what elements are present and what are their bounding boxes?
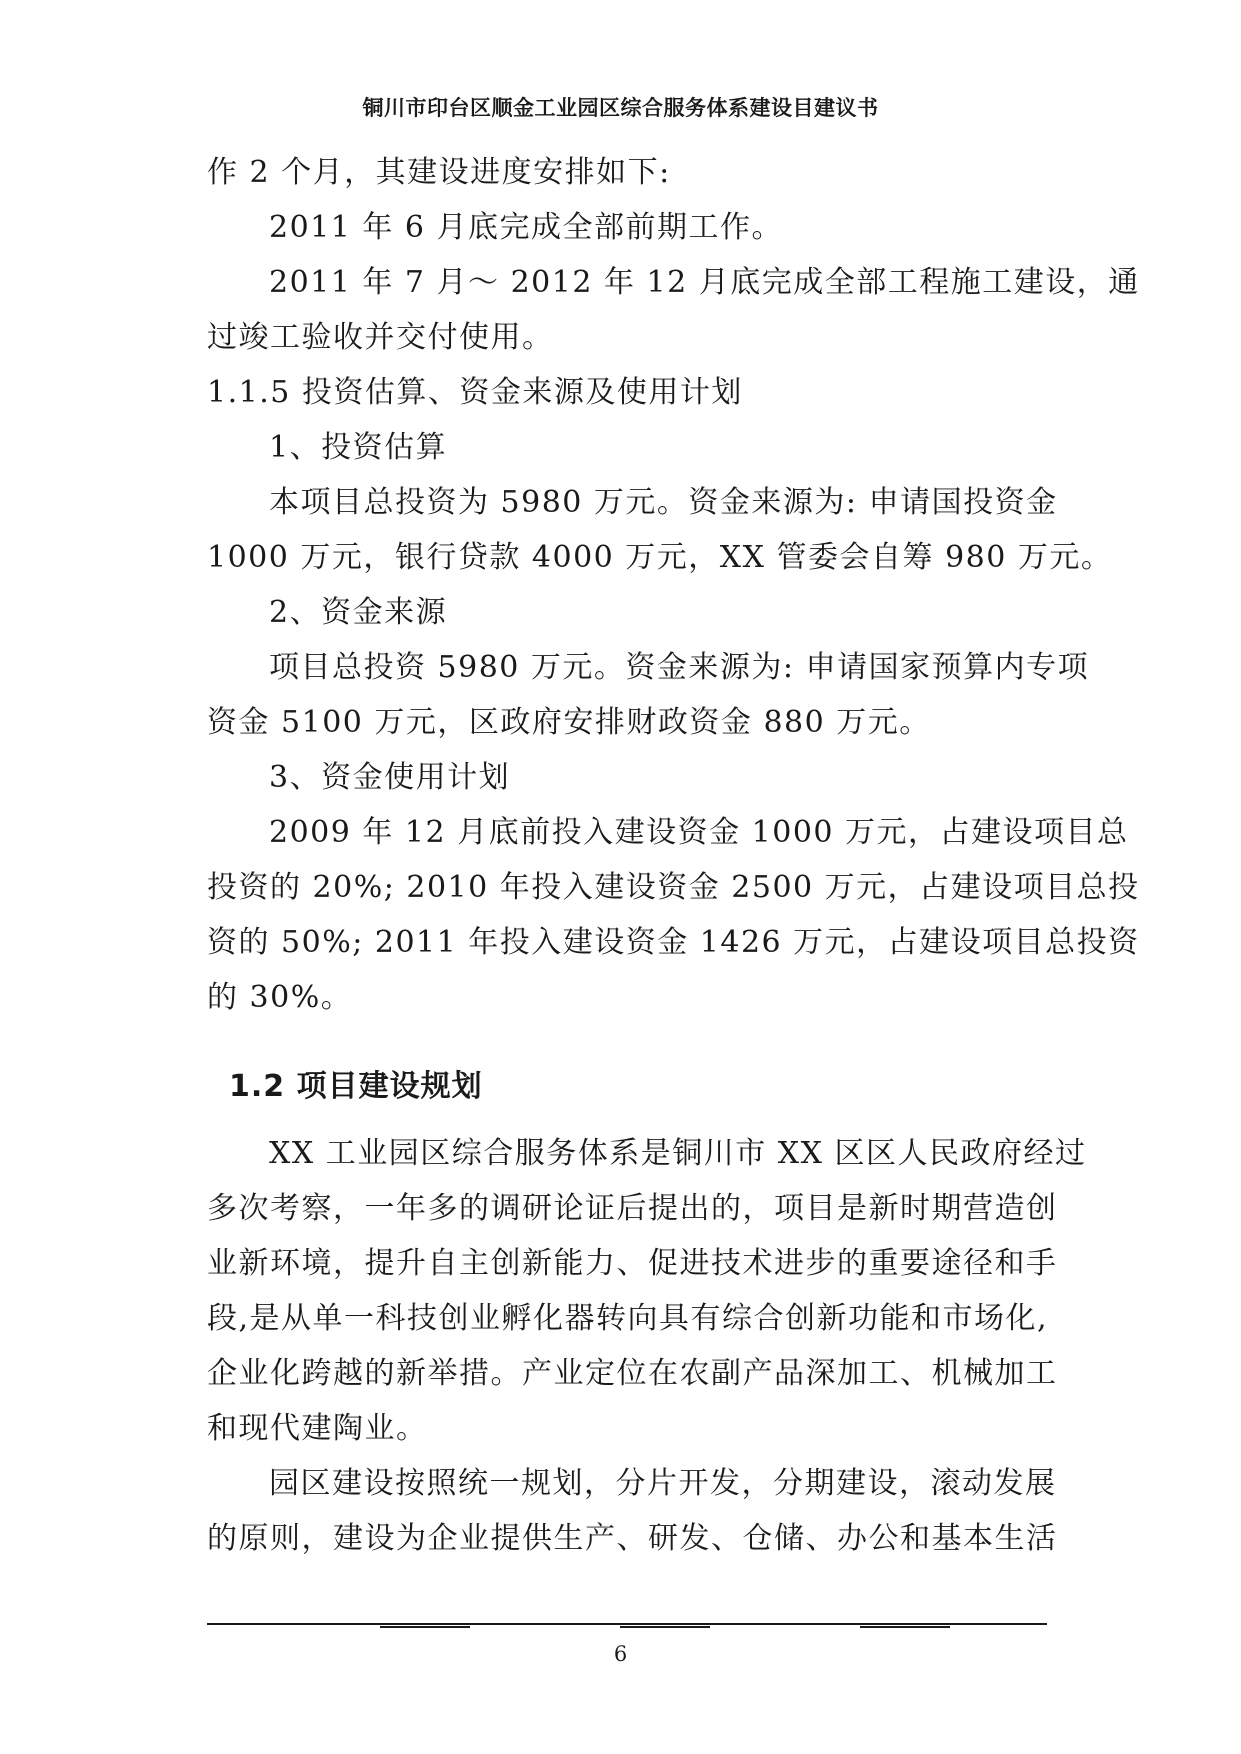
paragraph-line: 多次考察，一年多的调研论证后提出的，项目是新时期营造创: [207, 1191, 1058, 1226]
body-text: [207, 145, 1140, 1566]
paragraph-line: 2011 年 6 月底完成全部前期工作。: [269, 210, 784, 245]
paragraph-line: 园区建设按照统一规划，分片开发，分期建设，滚动发展: [269, 1466, 1057, 1501]
list-item-heading: 2、资金来源: [269, 595, 448, 630]
paragraph-line: 和现代建陶业。: [207, 1411, 428, 1446]
paragraph-line: 段,是从单一科技创业孵化器转向具有综合创新功能和市场化,: [207, 1301, 1049, 1336]
footer-rule: [207, 1623, 1047, 1625]
paragraph-line: 资的 50%; 2011 年投入建设资金 1426 万元，占建设项目总投资: [207, 925, 1140, 960]
paragraph-line: 过竣工验收并交付使用。: [207, 320, 554, 355]
paragraph-line: 本项目总投资为 5980 万元。资金来源为: 申请国投资金: [269, 485, 1058, 520]
list-item-heading: 3、资金使用计划: [269, 760, 511, 795]
paragraph-line: 项目总投资 5980 万元。资金来源为: 申请国家预算内专项: [269, 650, 1090, 685]
paragraph-line: 企业化跨越的新举措。产业定位在农副产品深加工、机械加工: [207, 1356, 1058, 1391]
page-number: 6: [613, 1642, 628, 1666]
section-subheading: 1.1.5 投资估算、资金来源及使用计划: [207, 375, 743, 410]
running-header: 铜川市印台区顺金工业园区综合服务体系建设目建议书: [362, 96, 879, 120]
paragraph-line: 的 30%。: [207, 980, 353, 1015]
paragraph-line: XX 工业园区综合服务体系是铜川市 XX 区区人民政府经过: [269, 1136, 1087, 1171]
paragraph-line: 作 2 个月，其建设进度安排如下:: [207, 155, 671, 190]
paragraph-line: 1000 万元，银行贷款 4000 万元，XX 管委会自筹 980 万元。: [207, 540, 1113, 575]
paragraph-line: 2011 年 7 月～ 2012 年 12 月底完成全部工程施工建设，通: [269, 265, 1140, 300]
paragraph-line: 资金 5100 万元，区政府安排财政资金 880 万元。: [207, 705, 931, 740]
section-heading: 1.2 项目建设规划: [229, 1069, 483, 1104]
paragraph-line: 2009 年 12 月底前投入建设资金 1000 万元，占建设项目总: [269, 815, 1129, 850]
paragraph-line: 投资的 20%; 2010 年投入建设资金 2500 万元，占建设项目总投: [207, 870, 1140, 905]
paragraph-line: 的原则，建设为企业提供生产、研发、仓储、办公和基本生活: [207, 1521, 1058, 1556]
footer-rule-accent: [620, 1626, 710, 1628]
list-item-heading: 1、投资估算: [269, 430, 448, 465]
footer-rule-accent: [860, 1626, 950, 1628]
footer-rule-accent: [380, 1626, 470, 1628]
paragraph-line: 业新环境，提升自主创新能力、促进技术进步的重要途径和手: [207, 1246, 1058, 1281]
